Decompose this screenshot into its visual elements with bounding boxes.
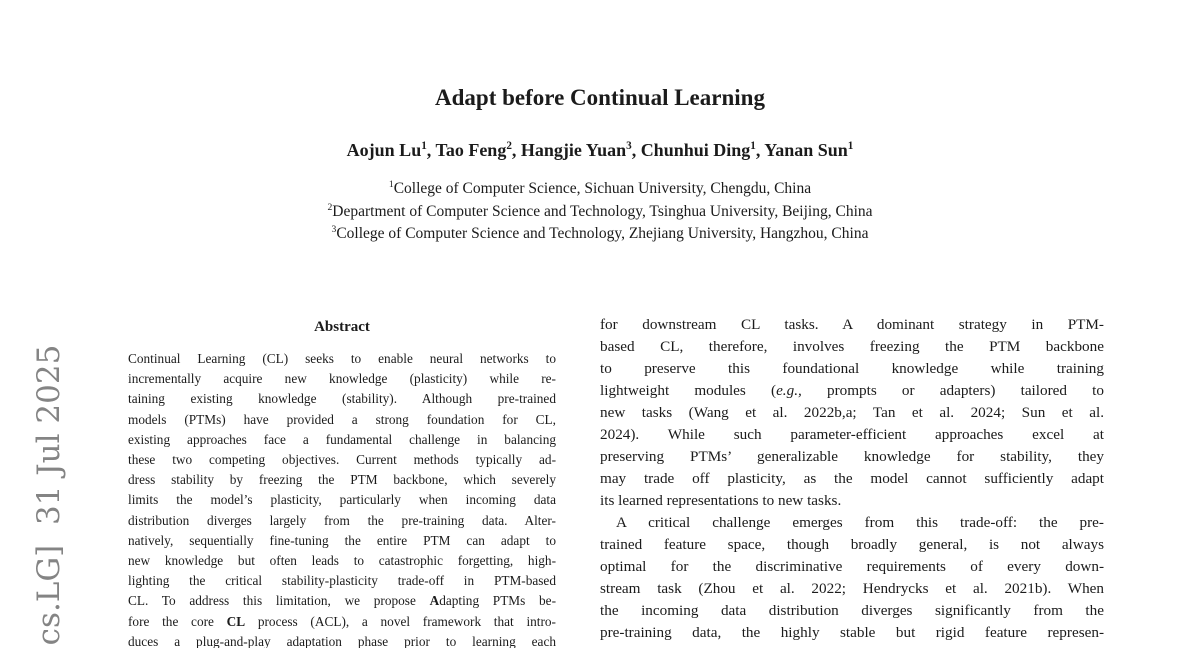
author-name: Yanan Sun$^1$ xyxy=(764,140,854,160)
text-line: duces a plug-and-play adaptation phase prior to learning each xyxy=(128,633,556,648)
text-line: 2024). While such parameter-efficient approaches excel at xyxy=(600,426,1104,443)
author-name: Tao Feng$^2$ xyxy=(435,140,512,160)
abstract-section xyxy=(128,318,556,648)
text-line: trained feature space, though broadly general, is not always xyxy=(600,536,1104,553)
author-affiliation-mark: 1 xyxy=(750,140,756,152)
abstract-heading: Abstract xyxy=(314,319,370,335)
text-line: pre-training data, the highly stable but rigid feature represen- xyxy=(600,624,1104,641)
text-line: optimal for the discriminative requirements of every down- xyxy=(600,558,1104,575)
author-name: Chunhui Ding$^1$ xyxy=(640,140,756,160)
text-line: may trade off plasticity, as the model cannot sufficiently adapt xyxy=(600,470,1104,487)
text-line: dress stability by freezing the PTM backbone, which severely xyxy=(128,472,556,488)
text-line: limits the model’s plasticity, particularly when incoming data xyxy=(128,492,556,508)
text-line: lighting the critical stability-plasticity trade-off in PTM-based xyxy=(128,573,556,589)
paper-title: Adapt before Continual Learning xyxy=(435,85,765,110)
text-line: new tasks (Wang et al. 2022b,a; Tan et al. 2024; Sun et al. xyxy=(600,404,1104,421)
text-line: the incoming data distribution diverges significantly from the xyxy=(600,602,1104,619)
abstract-body xyxy=(128,349,556,648)
text-line: Continual Learning (CL) seeks to enable neural networks to xyxy=(128,351,556,366)
text-line: for downstream CL tasks. A dominant strategy in PTM- xyxy=(600,316,1104,333)
text-line: lightweight modules (e.g., prompts or adapters) tailored to xyxy=(600,382,1104,399)
author-line: Aojun Lu$^1$, Tao Feng$^2$, Hangjie Yuan$^3$, Chunhui Ding$^1$, Yanan Sun$^1$ xyxy=(346,140,854,160)
text-line: natively, sequentially fine-tuning the entire PTM can adapt to xyxy=(128,532,556,548)
text-line: preserving PTMs’ generalizable knowledge for stability, they xyxy=(600,448,1104,465)
author-affiliation-mark: 1 xyxy=(421,140,427,152)
text-line: its learned representations to new tasks. xyxy=(600,492,842,509)
author-affiliation-mark: 1 xyxy=(847,140,854,152)
text-line: based CL, therefore, involves freezing the PTM backbone xyxy=(600,338,1104,355)
text-line: fore the core CL process (ACL), a novel framework that intro- xyxy=(128,613,556,629)
affiliations xyxy=(0,178,1200,246)
author-name: Aojun Lu$^1$ xyxy=(346,140,427,160)
text-line: new knowledge but often leads to catastrophic forgetting, high- xyxy=(128,553,556,569)
arxiv-watermark: cs.LG] 31 Jul 2025 xyxy=(31,344,67,646)
text-line: incrementally acquire new knowledge (plasticity) while re- xyxy=(128,371,556,387)
affiliation-line: $^1$College of Computer Science, Sichuan University, Chengdu, China xyxy=(388,178,812,197)
text-line: to preserve this foundational knowledge while training xyxy=(600,360,1104,377)
text-line: existing approaches face a fundamental challenge in balancing xyxy=(128,431,556,447)
text-line: distribution diverges largely from the pre-training data. Alter- xyxy=(128,512,556,528)
text-line: these two competing objectives. Current methods typically ad- xyxy=(128,452,556,468)
author-name: Hangjie Yuan$^3$ xyxy=(520,140,632,160)
text-line: stream task (Zhou et al. 2022; Hendrycks et al. 2021b). When xyxy=(600,580,1104,597)
text-line: models (PTMs) have provided a strong foundation for CL, xyxy=(128,411,556,427)
text-line: A critical challenge emerges from this trade-off: the pre- xyxy=(616,514,1104,531)
text-line: taining existing knowledge (stability). Although pre-trained xyxy=(128,391,556,407)
author-affiliation-mark: 2 xyxy=(506,140,512,152)
affiliation-line: $^3$College of Computer Science and Technology, Zhejiang University, Hangzhou, China xyxy=(331,223,869,242)
text-line: CL. To address this limitation, we propose Adapting PTMs be- xyxy=(128,593,556,609)
affiliation-line: $^2$Department of Computer Science and Technology, Tsinghua University, Beijing, China xyxy=(327,201,873,220)
author-affiliation-mark: 3 xyxy=(626,140,632,152)
introduction-column xyxy=(600,314,1104,644)
